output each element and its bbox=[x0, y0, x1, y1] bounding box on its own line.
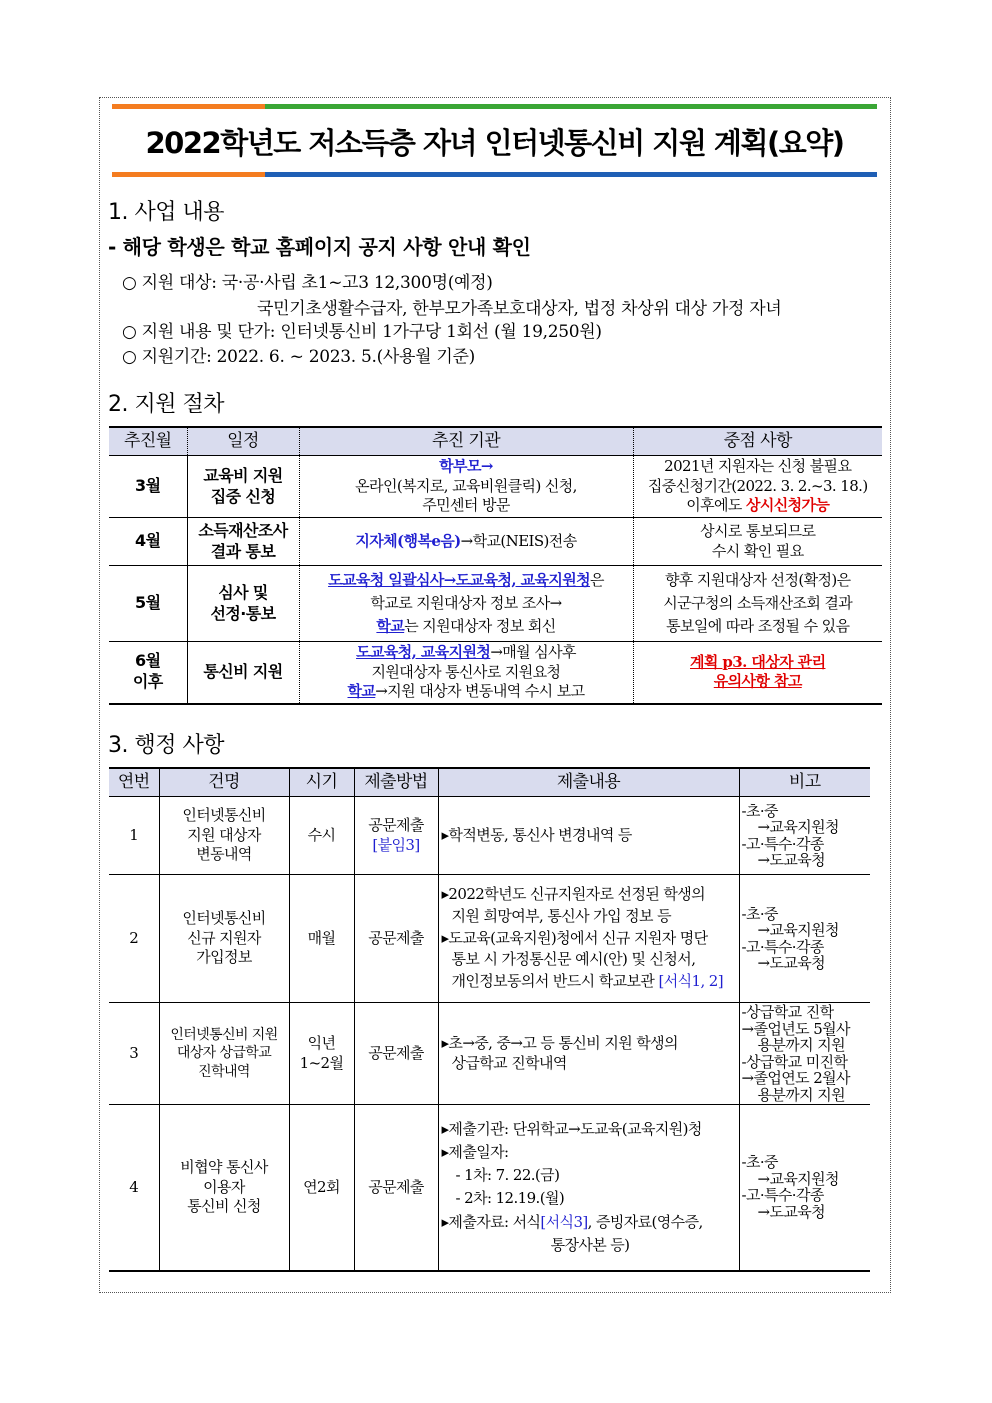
table-row bbox=[109, 797, 870, 875]
row-month: 6월 이후 bbox=[109, 642, 187, 704]
section1-heading: 1. 사업 내용 bbox=[108, 200, 224, 225]
row-name: 인터넷통신비 지원 대상자 변동내역 bbox=[159, 797, 289, 875]
col-header: 제출내용 bbox=[438, 768, 739, 797]
row-content: ▸초→중, 중→고 등 통신비 지원 학생의 상급학교 진학내역 bbox=[438, 1003, 739, 1105]
table-row bbox=[109, 642, 882, 704]
row-name: 인터넷통신비 지원 대상자 상급학교 진학내역 bbox=[159, 1003, 289, 1105]
col-header: 건명 bbox=[159, 768, 289, 797]
col-header: 추진 기관 bbox=[299, 427, 633, 456]
admin-table bbox=[109, 767, 870, 1272]
bullet-target: ○ 지원 대상: 국·공·사립 초1~고3 12,300명(예정) bbox=[122, 273, 493, 293]
section2-heading: 2. 지원 절차 bbox=[108, 392, 224, 417]
row-org: 학부모→ 온라인(복지로, 교육비원클릭) 신청, 주민센터 방문 bbox=[299, 456, 633, 518]
row-notes: 계획 p3. 대상자 관리 유의사항 참고 bbox=[633, 642, 882, 704]
col-header: 비고 bbox=[739, 768, 870, 797]
row-no: 3 bbox=[109, 1003, 159, 1105]
row-schedule: 교육비 지원 집중 신청 bbox=[187, 456, 299, 518]
row-schedule: 소득재산조사 결과 통보 bbox=[187, 518, 299, 566]
row-method: 공문제출 bbox=[354, 1003, 438, 1105]
row-period: 수시 bbox=[289, 797, 354, 875]
row-note: -초·중 →교육지원청 -고·특수·각종 →도교육청 bbox=[739, 875, 870, 1003]
table-row bbox=[109, 518, 882, 566]
table-row bbox=[109, 456, 882, 518]
col-header: 시기 bbox=[289, 768, 354, 797]
row-no: 4 bbox=[109, 1105, 159, 1271]
col-header: 연번 bbox=[109, 768, 159, 797]
col-header: 제출방법 bbox=[354, 768, 438, 797]
title-bottom-bar bbox=[112, 172, 877, 177]
table-row bbox=[109, 566, 882, 642]
page-title: 2022학년도 저소득층 자녀 인터넷통신비 지원 계획(요약) bbox=[145, 125, 844, 160]
row-content: ▸학적변동, 통신사 변경내역 등 bbox=[438, 797, 739, 875]
table-row bbox=[109, 1105, 870, 1271]
bullet-content: ○ 지원 내용 및 단가: 인터넷통신비 1가구당 1회선 (월 19,250원) bbox=[122, 322, 602, 342]
col-header: 추진월 bbox=[109, 427, 187, 456]
row-no: 1 bbox=[109, 797, 159, 875]
row-org: 지자체(행복e음)→학교(NEIS)전송 bbox=[299, 518, 633, 566]
row-method: 공문제출 bbox=[354, 875, 438, 1003]
bullet-period: ○ 지원기간: 2022. 6. ~ 2023. 5.(사용월 기준) bbox=[122, 347, 475, 367]
row-period: 연2회 bbox=[289, 1105, 354, 1271]
row-method: 공문제출 bbox=[354, 1105, 438, 1271]
section3-heading: 3. 행정 사항 bbox=[108, 733, 224, 758]
row-period: 익년 1~2월 bbox=[289, 1003, 354, 1105]
procedure-table bbox=[109, 426, 882, 705]
row-name: 인터넷통신비 신규 지원자 가입정보 bbox=[159, 875, 289, 1003]
row-method: 공문제출 [붙임3] bbox=[354, 797, 438, 875]
row-org: 도교육청, 교육지원청→매월 심사후 지원대상자 통신사로 지원요청 학교→지원 대상자 변동내역 수시 보고 bbox=[299, 642, 633, 704]
row-note: -상급학교 진학 →졸업년도 5월사 용분까지 지원 -상급학교 미진학 →졸업연도 2월사 용분까지 지원 bbox=[739, 1003, 870, 1105]
row-notes: 상시로 통보되므로 수시 확인 필요 bbox=[633, 518, 882, 566]
row-period: 매월 bbox=[289, 875, 354, 1003]
col-header: 일정 bbox=[187, 427, 299, 456]
row-name: 비협약 통신사 이용자 통신비 신청 bbox=[159, 1105, 289, 1271]
row-note: -초·중 →교육지원청 -고·특수·각종 →도교육청 bbox=[739, 797, 870, 875]
title-top-bar bbox=[112, 104, 877, 109]
row-content: ▸2022학년도 신규지원자로 선정된 학생의 지원 희망여부, 통신사 가입 정보 등 ▸도교육(교육지원)청에서 신규 지원자 명단 통보 시 가정통신문 예시(안) 및 신청서, 개인정보동의서 반드시 학교보관 [서식1, 2] bbox=[438, 875, 739, 1003]
row-content: ▸제출기관: 단위학교→도교육(교육지원)청 ▸제출일자: - 1차: 7. 22.(금) - 2차: 12.19.(월) ▸제출자료: 서식[서식3], 증빙자료(영수증, 통장사본 등) bbox=[438, 1105, 739, 1271]
bullet-target-detail: 국민기초생활수급자, 한부모가족보호대상자, 법정 차상위 대상 가정 자녀 bbox=[257, 299, 782, 319]
row-org: 도교육청 일괄심사→도교육청, 교육지원청은 학교로 지원대상자 정보 조사→ 학교는 지원대상자 정보 회신 bbox=[299, 566, 633, 642]
row-schedule: 통신비 지원 bbox=[187, 642, 299, 704]
row-schedule: 심사 및 선정·통보 bbox=[187, 566, 299, 642]
row-notes: 향후 지원대상자 선정(확정)은 시군구청의 소득재산조회 결과 통보일에 따라 조정될 수 있음 bbox=[633, 566, 882, 642]
row-month: 4월 bbox=[109, 518, 187, 566]
table-row bbox=[109, 875, 870, 1003]
row-month: 3월 bbox=[109, 456, 187, 518]
row-note: -초·중 →교육지원청 -고·특수·각종 →도교육청 bbox=[739, 1105, 870, 1271]
col-header: 중점 사항 bbox=[633, 427, 882, 456]
section1-dash-line: - 해당 학생은 학교 홈페이지 공지 사항 안내 확인 bbox=[108, 235, 531, 259]
table-row bbox=[109, 1003, 870, 1105]
table-header-row bbox=[109, 768, 870, 797]
row-month: 5월 bbox=[109, 566, 187, 642]
row-notes: 2021년 지원자는 신청 불필요 집중신청기간(2022. 3. 2.~3. 18.) 이후에도 상시신청가능 bbox=[633, 456, 882, 518]
table-header-row bbox=[109, 427, 882, 456]
row-no: 2 bbox=[109, 875, 159, 1003]
